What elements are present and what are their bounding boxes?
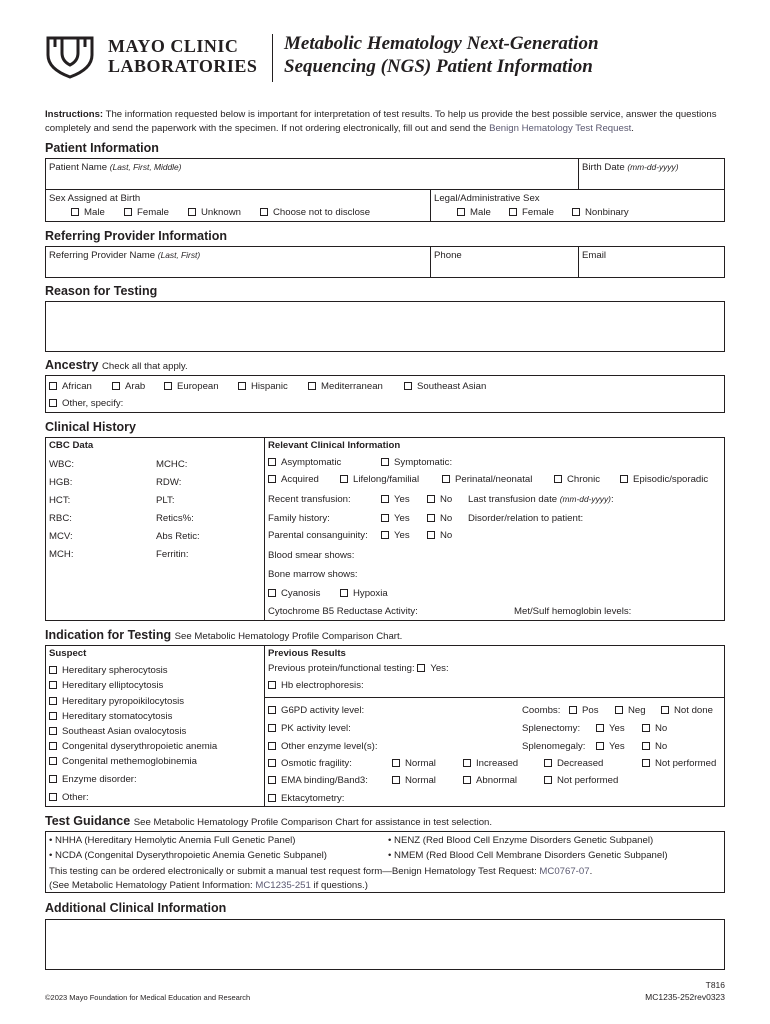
checkbox-icon — [268, 681, 276, 689]
patient-heading: Patient Information — [45, 141, 159, 155]
checkbox-icon — [49, 666, 57, 674]
episodic-option[interactable]: Episodic/sporadic — [620, 474, 708, 485]
sex-option-female[interactable]: Female — [124, 207, 169, 218]
ancestry-arab[interactable]: Arab — [112, 381, 145, 392]
sex-option-not-disclose[interactable]: Choose not to disclose — [260, 207, 370, 218]
symptomatic-option[interactable]: Symptomatic: — [381, 457, 452, 468]
checkbox-icon — [49, 382, 57, 390]
sex-option-male[interactable]: Male — [71, 207, 105, 218]
provider-phone-field[interactable]: Phone — [434, 250, 462, 261]
copyright: ©2023 Mayo Foundation for Medical Education and Research — [45, 993, 251, 1002]
pk-option[interactable]: PK activity level: — [268, 723, 351, 734]
suspect-hst[interactable]: Hereditary stomatocytosis — [49, 711, 172, 722]
cbc-rbc[interactable]: RBC: — [49, 513, 72, 524]
checkbox-icon — [457, 208, 465, 216]
checkbox-icon — [340, 589, 348, 597]
cbc-mch[interactable]: MCH: — [49, 549, 74, 560]
suspect-hpp[interactable]: Hereditary pyropoikilocytosis — [49, 696, 184, 707]
guidance-line1: This testing can be ordered electronically or submit a manual test request form—Benign Hematology Test Request: MC0767-07. — [49, 866, 593, 877]
osmotic-increased[interactable]: Increased — [463, 758, 518, 769]
other-enzyme-option[interactable]: Other enzyme level(s): — [268, 741, 378, 752]
checkbox-icon — [417, 664, 425, 672]
instructions: Instructions: The information requested below is important for interpretation of test results. To help us provide the best possible service, answer the questions completely and send the paperwork with the specimen. If not ordering electronically, fill out and send the Benign Hematology Test Request. — [45, 109, 717, 134]
cbc-plt[interactable]: PLT: — [156, 495, 175, 506]
indication-heading: Indication for Testing See Metabolic Hematology Profile Comparison Chart. — [45, 628, 403, 642]
checkbox-icon — [569, 706, 577, 714]
family-no[interactable]: No — [427, 513, 452, 524]
checkbox-icon — [49, 775, 57, 783]
checkbox-icon — [238, 382, 246, 390]
transfusion-label: Recent transfusion: — [268, 494, 351, 505]
checkbox-icon — [620, 475, 628, 483]
cyanosis-option[interactable]: Cyanosis — [268, 588, 320, 599]
transfusion-yes[interactable]: Yes — [381, 494, 410, 505]
bone-marrow-field[interactable]: Bone marrow shows: — [268, 569, 358, 580]
checkbox-icon — [463, 759, 471, 767]
legal-sex-label: Legal/Administrative Sex — [434, 193, 540, 204]
coombs-not-done[interactable]: Not done — [661, 705, 713, 716]
checkbox-icon — [381, 495, 389, 503]
suspect-heading: Suspect — [49, 648, 87, 659]
previous-protein-field[interactable]: Previous protein/functional testing: Yes: — [268, 663, 449, 674]
reason-textarea[interactable] — [45, 301, 725, 352]
g6pd-option[interactable]: G6PD activity level: — [268, 705, 364, 716]
cbc-rdw[interactable]: RDW: — [156, 477, 182, 488]
ema-option[interactable]: EMA binding/Band3: — [268, 775, 368, 786]
patient-box — [45, 158, 725, 222]
chronic-option[interactable]: Chronic — [554, 474, 600, 485]
ema-normal[interactable]: Normal — [392, 775, 436, 786]
checkbox-icon — [544, 759, 552, 767]
checkbox-icon — [509, 208, 517, 216]
blood-smear-field[interactable]: Blood smear shows: — [268, 550, 355, 561]
checkbox-icon — [661, 706, 669, 714]
patient-name-field[interactable]: Patient Name (Last, First, Middle) — [49, 162, 182, 173]
checkbox-icon — [392, 759, 400, 767]
checkbox-icon — [112, 382, 120, 390]
consanguinity-yes[interactable]: Yes — [381, 530, 410, 541]
suspect-cm[interactable]: Congenital methemoglobinemia — [49, 756, 197, 767]
checkbox-icon — [164, 382, 172, 390]
checkbox-icon — [340, 475, 348, 483]
cbc-mchc[interactable]: MCHC: — [156, 459, 188, 470]
cbc-retics[interactable]: Retics%: — [156, 513, 194, 524]
checkbox-icon — [268, 742, 276, 750]
osmotic-decreased[interactable]: Decreased — [544, 758, 603, 769]
hb-electrophoresis-option[interactable]: Hb electrophoresis: — [268, 680, 364, 691]
cbc-hgb[interactable]: HGB: — [49, 477, 73, 488]
suspect-he[interactable]: Hereditary elliptocytosis — [49, 680, 163, 691]
ancestry-african[interactable]: African — [49, 381, 92, 392]
guidance-note: See Metabolic Hematology Profile Comparison Chart for assistance in test selection. — [133, 817, 493, 828]
checkbox-icon — [49, 399, 57, 407]
coombs-label: Coombs: — [522, 705, 561, 716]
checkbox-icon — [427, 531, 435, 539]
checkbox-icon — [49, 727, 57, 735]
disorder-relation-field[interactable]: Disorder/relation to patient: — [468, 513, 584, 524]
splenectomy-label: Splenectomy: — [522, 723, 581, 734]
checkbox-icon — [49, 742, 57, 750]
checkbox-icon — [268, 759, 276, 767]
checkbox-icon — [268, 706, 276, 714]
osmotic-not-performed[interactable]: Not performed — [642, 758, 716, 769]
clinical-box — [45, 437, 725, 621]
checkbox-icon — [642, 742, 650, 750]
logo-line1: MAYO CLINIC — [108, 36, 239, 56]
checkbox-icon — [404, 382, 412, 390]
checkbox-icon — [268, 589, 276, 597]
mc1235-251-link[interactable]: MC1235-251 — [255, 880, 311, 891]
checkbox-icon — [463, 776, 471, 784]
legal-sex-female[interactable]: Female — [509, 207, 554, 218]
instructions-label: Instructions: — [45, 109, 104, 120]
ancestry-hispanic[interactable]: Hispanic — [238, 381, 288, 392]
indication-box — [45, 645, 725, 807]
checkbox-icon — [572, 208, 580, 216]
checkbox-icon — [49, 793, 57, 801]
checkbox-icon — [381, 514, 389, 522]
checkbox-icon — [49, 712, 57, 720]
splenomegaly-no[interactable]: No — [642, 741, 667, 752]
suspect-other[interactable]: Other: — [49, 792, 89, 803]
provider-name-field[interactable]: Referring Provider Name (Last, First) — [49, 250, 201, 261]
checkbox-icon — [642, 724, 650, 732]
form-code-rev: MC1235-252rev0323 — [645, 992, 725, 1002]
birth-date-field[interactable]: Birth Date (mm-dd-yyyy) — [582, 162, 679, 173]
last-transfusion-field[interactable]: Last transfusion date (mm-dd-yyyy): — [468, 494, 614, 505]
splenectomy-no[interactable]: No — [642, 723, 667, 734]
legal-sex-nonbinary[interactable]: Nonbinary — [572, 207, 629, 218]
checkbox-icon — [442, 475, 450, 483]
lifelong-option[interactable]: Lifelong/familial — [340, 474, 419, 485]
previous-results-heading: Previous Results — [268, 648, 346, 659]
checkbox-icon — [268, 458, 276, 466]
ancestry-box — [45, 375, 725, 413]
checkbox-icon — [544, 776, 552, 784]
clinical-heading: Clinical History — [45, 420, 136, 434]
coombs-neg[interactable]: Neg — [615, 705, 646, 716]
benign-request-link[interactable]: Benign Hematology Test Request — [489, 123, 632, 134]
relevant-info-heading: Relevant Clinical Information — [268, 440, 401, 451]
mayo-shield-logo-icon — [45, 35, 95, 79]
additional-heading: Additional Clinical Information — [45, 901, 227, 915]
checkbox-icon — [124, 208, 132, 216]
checkbox-icon — [49, 681, 57, 689]
checkbox-icon — [381, 531, 389, 539]
provider-email-field[interactable]: Email — [582, 250, 606, 261]
guidance-nenz: • NENZ (Red Blood Cell Enzyme Disorders Genetic Subpanel) — [388, 835, 654, 846]
cbc-abs-retic[interactable]: Abs Retic: — [156, 531, 200, 542]
metsulf-field[interactable]: Met/Sulf hemoglobin levels: — [514, 606, 632, 617]
page-title-line2: Sequencing (NGS) Patient Information — [284, 56, 593, 77]
instructions-text: The information requested below is important for interpretation of test results. To help us provide the best possible service, answer the questions completely and send the paperwork with the specimen. If not ordering electronically, fill out and send the — [45, 109, 717, 134]
asymptomatic-option[interactable]: Asymptomatic — [268, 457, 341, 468]
checkbox-icon — [308, 382, 316, 390]
sex-label: Sex Assigned at Birth — [49, 193, 141, 204]
checkbox-icon — [642, 759, 650, 767]
checkbox-icon — [188, 208, 196, 216]
additional-textarea[interactable] — [45, 919, 725, 970]
cbc-hct[interactable]: HCT: — [49, 495, 71, 506]
reason-heading: Reason for Testing — [45, 284, 158, 298]
suspect-cda[interactable]: Congenital dyserythropoietic anemia — [49, 741, 217, 752]
checkbox-icon — [260, 208, 268, 216]
checkbox-icon — [268, 475, 276, 483]
transfusion-no[interactable]: No — [427, 494, 452, 505]
ema-not-performed[interactable]: Not performed — [544, 775, 618, 786]
perinatal-option[interactable]: Perinatal/neonatal — [442, 474, 532, 485]
osmotic-normal[interactable]: Normal — [392, 758, 436, 769]
sex-option-unknown[interactable]: Unknown — [188, 207, 241, 218]
checkbox-icon — [268, 724, 276, 732]
splenomegaly-yes[interactable]: Yes — [596, 741, 625, 752]
guidance-box — [45, 831, 725, 893]
consanguinity-no[interactable]: No — [427, 530, 452, 541]
guidance-nmem: • NMEM (Red Blood Cell Membrane Disorders Genetic Subpanel) — [388, 850, 668, 861]
splenomegaly-label: Splenomegaly: — [522, 741, 586, 752]
provider-heading: Referring Provider Information — [45, 229, 227, 243]
hypoxia-option[interactable]: Hypoxia — [340, 588, 388, 599]
cbc-wbc[interactable]: WBC: — [49, 459, 75, 470]
checkbox-icon — [596, 742, 604, 750]
page-title-line1: Metabolic Hematology Next-Generation — [284, 33, 599, 54]
provider-box — [45, 246, 725, 278]
checkbox-icon — [392, 776, 400, 784]
legal-sex-male[interactable]: Male — [457, 207, 491, 218]
ancestry-southeast-asian[interactable]: Southeast Asian — [404, 381, 486, 392]
guidance-line2: (See Metabolic Hematology Patient Information: MC1235-251 if questions.) — [49, 880, 368, 891]
checkbox-icon — [268, 794, 276, 802]
ektacytometry-option[interactable]: Ektacytometry: — [268, 793, 344, 804]
form-code-t816: T816 — [705, 980, 725, 990]
checkbox-icon — [427, 514, 435, 522]
cbc-ferritin[interactable]: Ferritin: — [156, 549, 189, 560]
suspect-hs[interactable]: Hereditary spherocytosis — [49, 665, 168, 676]
checkbox-icon — [427, 495, 435, 503]
family-history-label: Family history: — [268, 513, 330, 524]
coombs-pos[interactable]: Pos — [569, 705, 599, 716]
ema-abnormal[interactable]: Abnormal — [463, 775, 517, 786]
ancestry-note: Check all that apply. — [101, 361, 188, 372]
suspect-enzyme[interactable]: Enzyme disorder: — [49, 774, 137, 785]
guidance-ncda: • NCDA (Congenital Dyserythropoietic Anemia Genetic Subpanel) — [49, 850, 327, 861]
suspect-sao[interactable]: Southeast Asian ovalocytosis — [49, 726, 186, 737]
family-yes[interactable]: Yes — [381, 513, 410, 524]
checkbox-icon — [71, 208, 79, 216]
consanguinity-label: Parental consanguinity: — [268, 530, 368, 541]
checkbox-icon — [554, 475, 562, 483]
checkbox-icon — [381, 458, 389, 466]
cbc-heading: CBC Data — [49, 440, 94, 451]
header-divider — [272, 34, 273, 82]
acquired-option[interactable]: Acquired — [268, 474, 319, 485]
logo-line2: LABORATORIES — [108, 56, 258, 76]
splenectomy-yes[interactable]: Yes — [596, 723, 625, 734]
checkbox-icon — [596, 724, 604, 732]
guidance-nhha: • NHHA (Hereditary Hemolytic Anemia Full Genetic Panel) — [49, 835, 296, 846]
ancestry-mediterranean[interactable]: Mediterranean — [308, 381, 383, 392]
guidance-heading: Test Guidance See Metabolic Hematology Profile Comparison Chart for assistance in test selection. — [45, 814, 493, 828]
cytochrome-field[interactable]: Cytochrome B5 Reductase Activity: — [268, 606, 418, 617]
checkbox-icon — [49, 697, 57, 705]
osmotic-option[interactable]: Osmotic fragility: — [268, 758, 352, 769]
checkbox-icon — [615, 706, 623, 714]
mc0767-link[interactable]: MC0767-07 — [539, 866, 590, 877]
ancestry-heading: Ancestry Check all that apply. — [45, 358, 188, 372]
cbc-mcv[interactable]: MCV: — [49, 531, 73, 542]
indication-note: See Metabolic Hematology Profile Comparison Chart. — [174, 631, 403, 642]
ancestry-european[interactable]: European — [164, 381, 219, 392]
ancestry-other[interactable]: Other, specify: — [49, 398, 123, 409]
checkbox-icon — [268, 776, 276, 784]
checkbox-icon — [49, 757, 57, 765]
